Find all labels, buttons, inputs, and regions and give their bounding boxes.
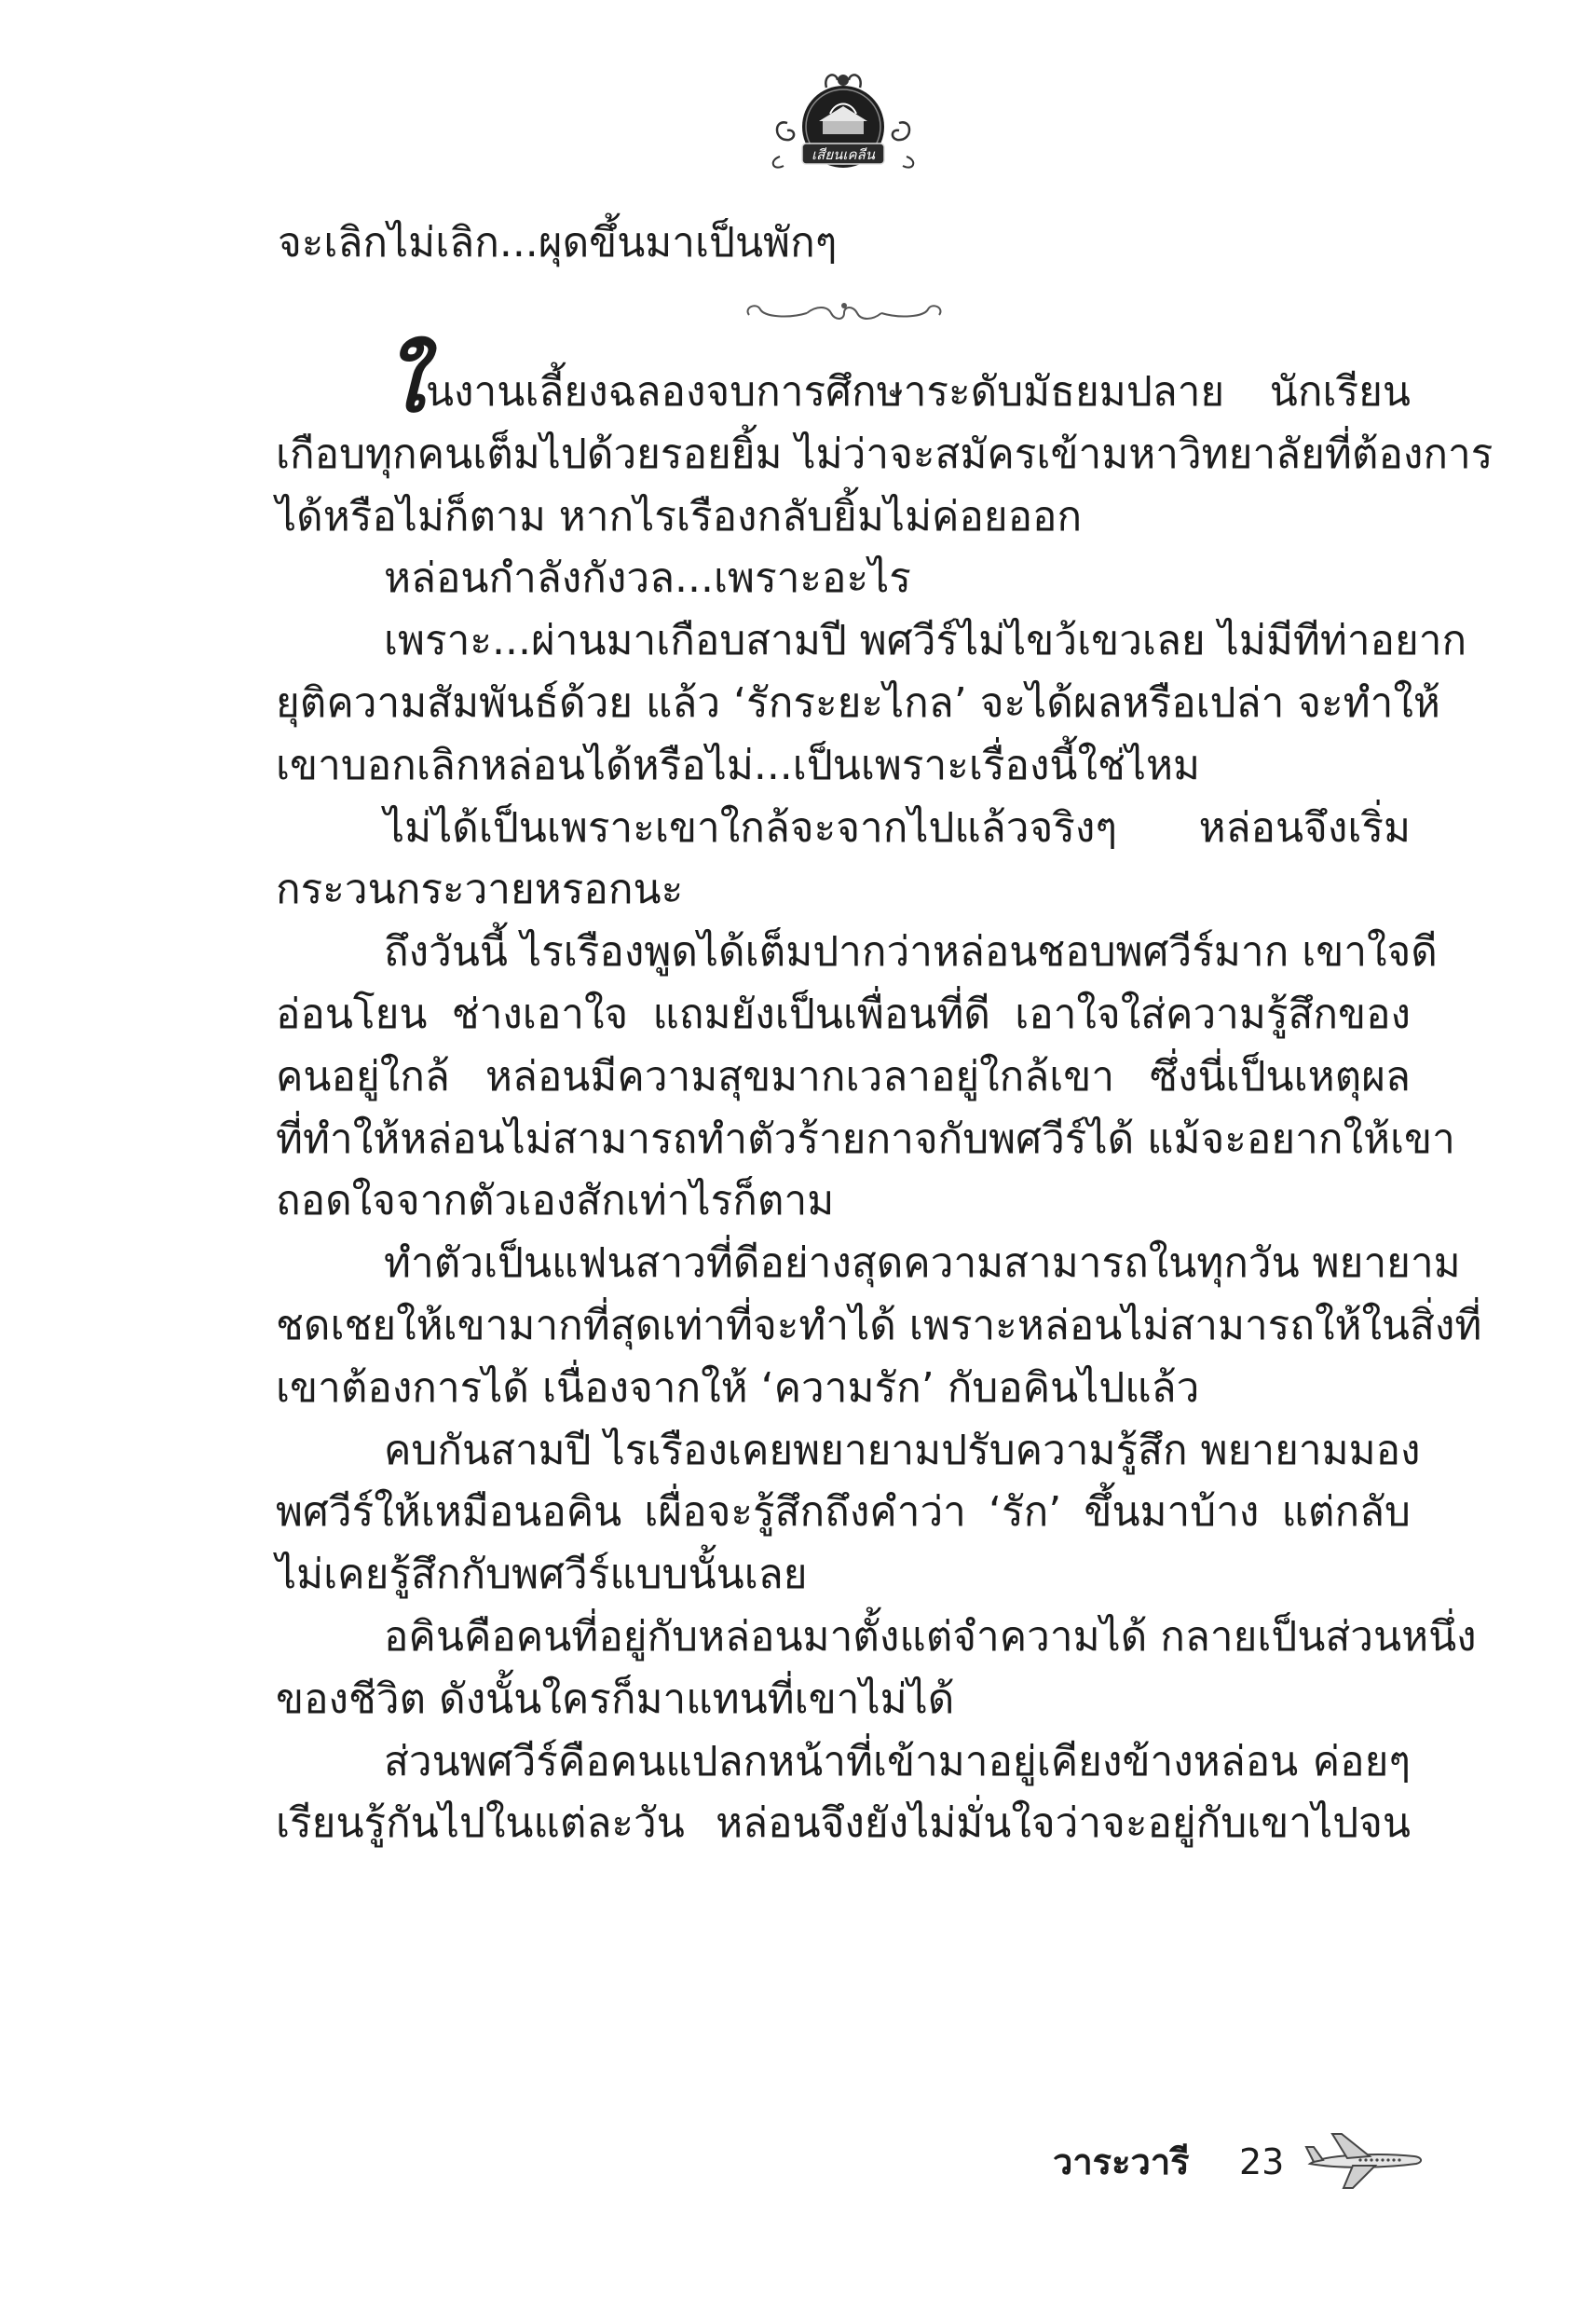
paragraph-line: ถอดใจจากตัวเองสักเท่าไรก็ตาม (276, 1177, 835, 1225)
paragraph-line: พศวีร์ให้เหมือนอคิน เผื่อจะรู้สึกถึงคำว่า ‘รัก’ ขึ้นมาบ้าง แต่กลับ (276, 1488, 1411, 1537)
opening-line: จะเลิกไม่เลิก...ผุดขึ้นมาเป็นพักๆ (278, 219, 838, 267)
paragraph-line: เขาต้องการได้ เนื่องจากให้ ‘ความรัก’ กับอคินไปแล้ว (276, 1363, 1200, 1412)
paragraph-line: กระวนกระวายหรอกนะ (276, 866, 684, 914)
paragraph-line: ไม่ได้เป็นเพราะเขาใกล้จะจากไปแล้วจริงๆ หล่อนจึงเริ่ม (384, 803, 1411, 852)
paragraph-line: ถึงวันนี้ ไรเรืองพูดได้เต็มปากว่าหล่อนชอบพศวีร์มาก เขาใจดี (384, 928, 1438, 977)
paragraph-line: ส่วนพศวีร์คือคนแปลกหน้าที่เข้ามาอยู่เคียงข้างหล่อน ค่อยๆ (384, 1737, 1411, 1785)
paragraph-line: เกือบทุกคนเต็มไปด้วยรอยยิ้ม ไม่ว่าจะสมัครเข้ามหาวิทยาลัยที่ต้องการ (276, 430, 1494, 478)
chapter-body (276, 334, 1494, 1855)
ornamental-flourish-icon (742, 296, 947, 328)
airplane-icon (1304, 2126, 1425, 2192)
paragraph-line: ได้หรือไม่ก็ตาม หากไรเรืองกลับยิ้มไม่ค่อยออก (276, 492, 1083, 540)
book-title: วาระวารี (1053, 2141, 1190, 2182)
paragraph-line: คนอยู่ใกล้ หล่อนมีความสุขมากเวลาอยู่ใกล้เขา ซึ่งนี่เป็นเหตุผล (276, 1052, 1411, 1101)
page-number: 23 (1239, 2141, 1285, 2182)
paragraph-line: ยุติความสัมพันธ์ด้วย แล้ว ‘รักระยะไกล’ จะได้ผลหรือเปล่า จะทำให้ (276, 678, 1440, 727)
paragraph-line: เขาบอกเลิกหล่อนได้หรือไม่...เป็นเพราะเรื่องนี้ใช่ไหม (276, 741, 1200, 789)
svg-text:เสียนเคลีน: เสียนเคลีน (812, 146, 875, 163)
paragraph-line: ของชีวิต ดังนั้นใครก็มาแทนที่เขาไม่ได้ (276, 1675, 955, 1723)
paragraph-line: ไม่เคยรู้สึกกับพศวีร์แบบนั้นเลย (276, 1551, 808, 1599)
paragraph-line: อ่อนโยน ช่างเอาใจ แถมยังเป็นเพื่อนที่ดี เอาใจใส่ความรู้สึกของ (276, 990, 1411, 1038)
paragraph-line: เรียนรู้กันไปในแต่ละวัน หล่อนจึงยังไม่มั่นใจว่าจะอยู่กับเขาไปจน (276, 1799, 1411, 1848)
paragraph-line: ที่ทำให้หล่อนไม่สามารถทำตัวร้ายกาจกับพศวีร์ได้ แม้จะอยากให้เขา (276, 1114, 1455, 1163)
paragraph-line: ชดเชยให้เขามากที่สุดเท่าที่จะทำได้ เพราะหล่อนไม่สามารถให้ในสิ่งที่ (276, 1301, 1482, 1349)
drop-cap: ใ (384, 334, 424, 431)
paragraph-line: ทำตัวเป็นแฟนสาวที่ดีอย่างสุดความสามารถในทุกวัน พยายาม (384, 1239, 1461, 1288)
paragraph-line: หล่อนกำลังกังวล...เพราะอะไร (384, 554, 911, 603)
paragraph-line: คบกันสามปี ไรเรืองเคยพยายามปรับความรู้สึก พยายามมอง (384, 1426, 1421, 1474)
cake-emblem-icon (769, 67, 918, 177)
paragraph-line-first: ในงานเลี้ยงฉลองจบการศึกษาระดับมัธยมปลาย นักเรียน (384, 334, 1411, 431)
paragraph-line: เพราะ...ผ่านมาเกือบสามปี พศวีร์ไม่ไขว้เขวเลย ไม่มีทีท่าอยาก (384, 617, 1467, 665)
paragraph-line: อคินคือคนที่อยู่กับหล่อนมาตั้งแต่จำความได้ กลายเป็นส่วนหนึ่ง (384, 1612, 1477, 1661)
